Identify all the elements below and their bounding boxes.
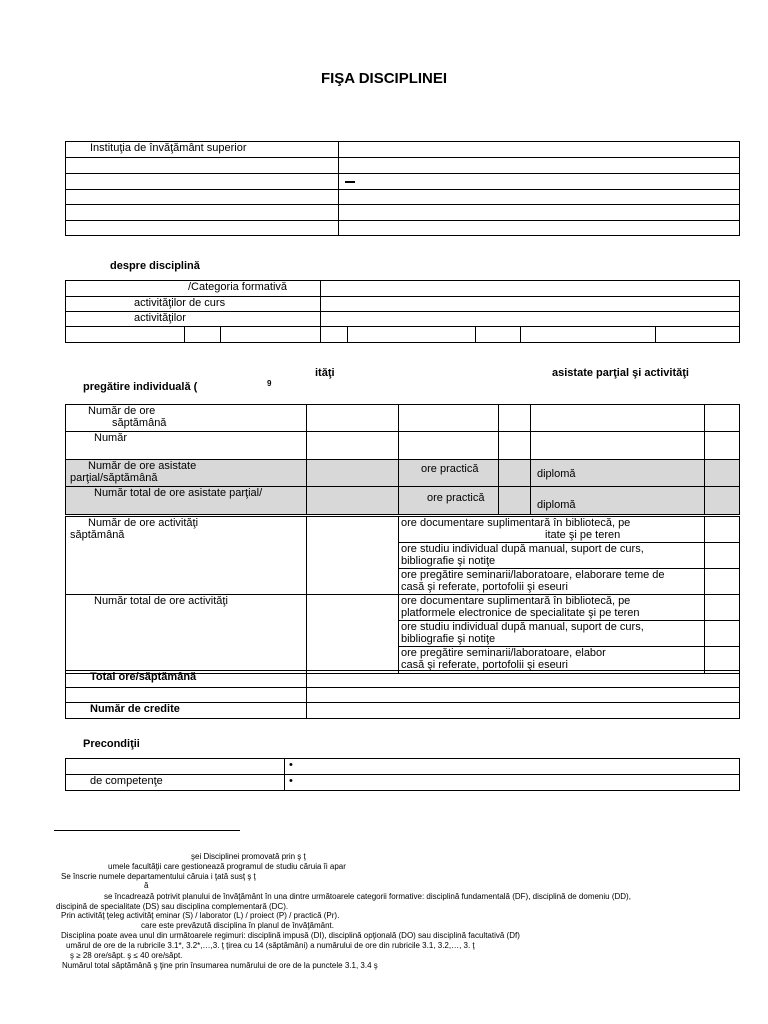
footnote-8b: ş ≥ 28 ore/săpt. ş ≤ 40 ore/săpt.	[70, 951, 183, 960]
institution-table	[65, 141, 740, 236]
study-hours-b: bibliografie şi notiţe	[401, 555, 496, 567]
practice-hours-label: ore practică	[399, 460, 499, 487]
diploma-total-label: diplomă	[531, 487, 705, 515]
total-documentation-hours-b: platformele electronice de specialitate şi pe teren	[401, 607, 640, 619]
individual-hours-label: Număr de ore activităţi	[88, 517, 199, 529]
practice-hours-total-label: ore practică	[399, 487, 499, 515]
footnote-1: şei Disciplinei promovată prin ş ţ	[191, 852, 306, 861]
section3-heading-line2: pregătire individuală (	[83, 381, 198, 393]
precondition-bullet-1[interactable]: •	[285, 759, 740, 775]
footnote-4: se încadrează potrivit planului de învăţământ în una dintre următoarele categorii formative: disciplină fundamentală (DF), disciplină de domeniu (DD),	[104, 892, 631, 901]
total-seminar-prep-hours: ore pregătire seminarii/laboratoare, elabor	[401, 647, 606, 659]
preconditions-heading: Precondiţii	[83, 738, 140, 750]
total-documentation-hours: ore documentare suplimentară în bibliotecă, pe	[401, 595, 631, 607]
footnote-9: Numărul total săptămână ş ţine prin însumarea numărului de ore de la punctele 3.1, 3.4 ş	[62, 961, 378, 970]
footnote-6: care este prevăzută disciplina în planul de învăţământ.	[141, 921, 335, 930]
category-label: /Categoria formativă	[66, 281, 321, 297]
activities-label: activităţilor	[66, 312, 321, 327]
study-hours: ore studiu individual după manual, suport de curs,	[401, 543, 644, 555]
individual-hours-label-b: săptămână	[70, 529, 125, 541]
document-title: FIŞA DISCIPLINEI	[320, 70, 448, 87]
hours-table	[65, 404, 740, 515]
seminar-prep-hours-b: casă şi referate, portofolii şi eseuri	[401, 581, 568, 593]
total-seminar-prep-hours-b: casă şi referate, portofolii şi eseuri	[401, 659, 568, 671]
footnote-separator	[54, 830, 240, 831]
footnote-7: Disciplina poate avea unul din următoarele regimuri: disciplină impusă (DI), disciplină opţională (DO) sau disciplină facultativă (Df)	[61, 931, 520, 940]
section3-heading-b: asistate parţial şi activităţi	[552, 367, 689, 379]
number-label: Număr	[66, 432, 307, 460]
weekly-hours-label: Număr de ore	[88, 405, 156, 417]
competences-label: de competenţe	[66, 775, 285, 791]
documentation-hours: ore documentare suplimentară în bibliotecă, pe	[401, 517, 631, 529]
individual-hours-table	[65, 516, 740, 674]
total-study-hours: ore studiu individual după manual, suport de curs,	[401, 621, 644, 633]
institution-label: Instituţia de învăţământ superior	[66, 142, 339, 158]
dash-mark	[345, 181, 355, 183]
section3-heading-a: ităţi	[315, 367, 335, 379]
partial-hours-label-b: parţial/săptămână	[70, 472, 158, 484]
weekly-hours-label-b: săptămână	[112, 417, 167, 429]
footnote-8: umărul de ore de la rubricile 3.1*, 3.2*,…,3. ţ ţirea cu 14 (săptămâni) a numărului de ore din rubricile 3.1, 3.2,…, 3. ţ	[66, 941, 475, 950]
discipline-codes-table	[65, 326, 740, 343]
footnote-3: Se înscrie numele departamentului căruia i ţată susţ ş ţ	[61, 872, 256, 881]
precondition-bullet-2[interactable]: •	[285, 775, 740, 791]
footnote-3b: ă	[144, 881, 149, 890]
totals-table	[65, 670, 740, 719]
total-hours-label: Total ore/săptămână	[66, 671, 307, 688]
preconditions-table	[65, 758, 740, 791]
institution-value[interactable]	[339, 142, 740, 158]
seminar-prep-hours: ore pregătire seminarii/laboratoare, elaborare teme de	[401, 569, 665, 581]
footnote-5: Prin activităţ ţeleg activităţ eminar (S) / laborator (L) / proiect (P) / practică (Pr).	[61, 911, 340, 920]
footnote-2: umele facultăţii care gestionează programul de studiu căruia îi apar	[108, 862, 346, 871]
partial-hours-label: Număr de ore asistate	[88, 460, 197, 472]
footnote-4b: discipină de specialitate (DS) sau disciplina complementară (DC).	[56, 902, 289, 911]
total-individual-hours-label: Număr total de ore activităţi	[66, 595, 307, 674]
diploma-label: diplomă	[531, 460, 705, 487]
credits-label: Număr de credite	[66, 703, 307, 719]
total-study-hours-b: bibliografie şi notiţe	[401, 633, 496, 645]
section2-heading: despre disciplină	[110, 260, 200, 272]
documentation-hours-b: itate şi pe teren	[545, 529, 621, 541]
total-partial-hours-label: Număr total de ore asistate parţial/	[66, 487, 307, 515]
discipline-table	[65, 280, 740, 327]
course-activities-label: activităţilor de curs	[66, 297, 321, 312]
footnote-marker: 9	[267, 379, 272, 388]
